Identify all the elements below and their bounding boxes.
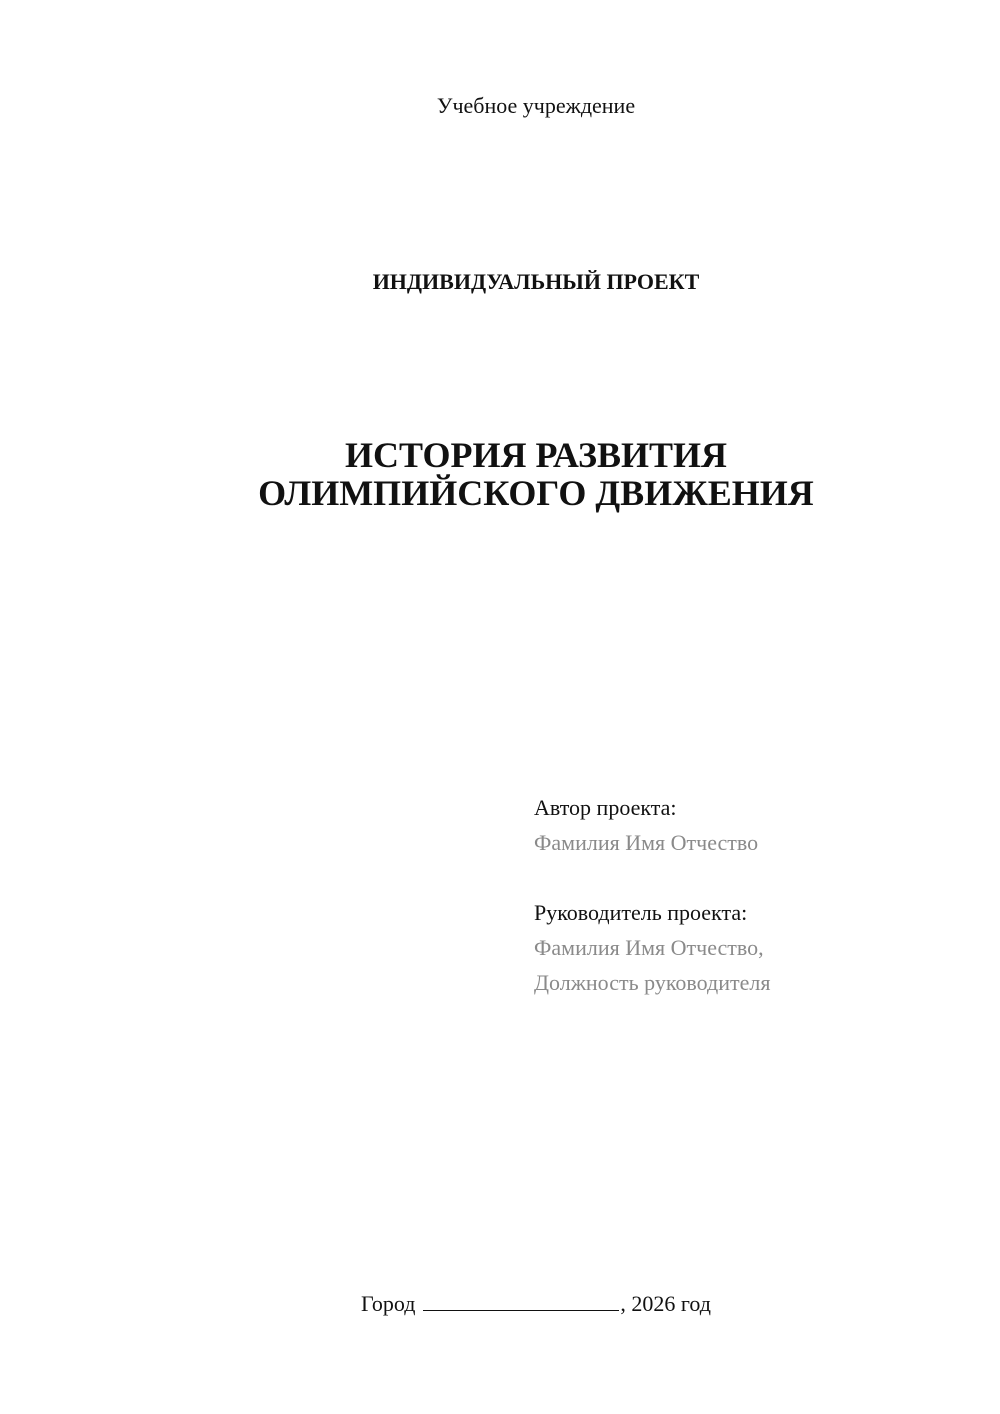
- year-text: , 2026 год: [620, 1291, 711, 1316]
- supervisor-name: Фамилия Имя Отчество,: [534, 935, 764, 960]
- author-label: Автор проекта:: [534, 795, 677, 820]
- footer-city-year: [0, 1290, 1000, 1318]
- city-label: Город: [361, 1291, 416, 1316]
- project-title: [0, 436, 1000, 512]
- supervisor-label: Руководитель проекта:: [534, 900, 748, 925]
- project-title-line-2: ОЛИМПИЙСКОГО ДВИЖЕНИЯ: [258, 473, 814, 513]
- supervisor-position: Должность руководителя: [534, 970, 771, 995]
- institution-name: Учебное учреждение: [436, 93, 636, 118]
- city-blank-line: [423, 1290, 619, 1311]
- author-name: Фамилия Имя Отчество: [534, 830, 759, 855]
- document-type: ИНДИВИДУАЛЬНЫЙ ПРОЕКТ: [372, 269, 700, 294]
- project-title-line-1: ИСТОРИЯ РАЗВИТИЯ: [344, 435, 728, 475]
- project-info: [534, 790, 770, 1000]
- spacer: [534, 860, 770, 895]
